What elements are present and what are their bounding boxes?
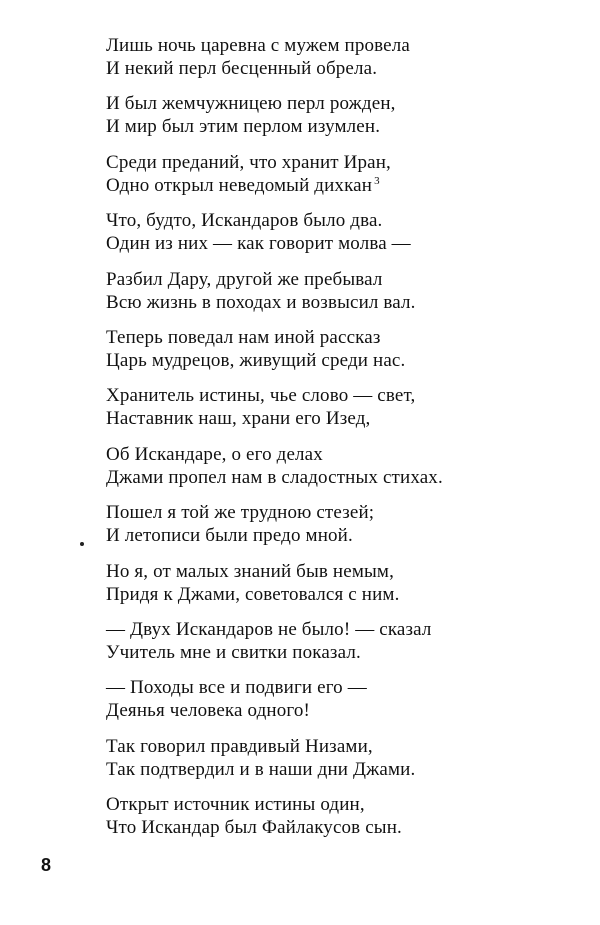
poem-line: Хранитель истины, чье слово — свет, <box>106 385 416 407</box>
poem-line: Открыт источник истины один, <box>106 794 365 816</box>
poem-line: И некий перл бесценный обрела. <box>106 58 378 79</box>
poem-line: — Двух Искандаров не было! — сказал <box>106 618 432 640</box>
poem-line: Лишь ночь царевна с мужем провела <box>106 35 410 56</box>
stanza-7 <box>106 384 576 430</box>
poem-line: И был жемчужницею перл рожден, <box>106 93 396 115</box>
poem-line: Разбил Дару, другой же пребывал <box>106 268 383 290</box>
poem-line: Придя к Джами, советовался с ним. <box>106 583 400 605</box>
stanza-11 <box>106 618 576 664</box>
poem-line: — Походы все и подвиги его — <box>106 677 367 699</box>
poem-line: Царь мудрецов, живущий среди нас. <box>106 349 406 371</box>
stanza-13 <box>106 735 576 781</box>
footnote-marker[interactable]: 3 <box>374 174 380 187</box>
poem-line: Всю жизнь в походах и возвысил вал. <box>106 291 416 313</box>
poem-line: Об Искандаре, о его делах <box>106 443 323 465</box>
poem-line: Что Искандар был Файлакусов сын. <box>106 817 402 839</box>
poem-line-text: Одно открыл неведомый дихкан <box>106 174 373 196</box>
poem-line: И летописи были предо мной. <box>106 525 353 547</box>
poem-line: Что, будто, Искандаров было два. <box>106 210 383 232</box>
poem-line: Учитель мне и свитки показал. <box>106 641 361 663</box>
poem-line-with-footnote <box>106 174 576 197</box>
stanza-8 <box>106 443 576 489</box>
margin-dot-mark <box>80 542 84 546</box>
poem-line: И мир был этим перлом изумлен. <box>106 116 381 138</box>
stanza-12 <box>106 676 576 722</box>
page-number: 8 <box>41 855 52 875</box>
poem-text <box>106 34 576 851</box>
poem-line: Деянья человека одного! <box>106 700 310 722</box>
stanza-9 <box>106 501 576 547</box>
poem-line: Теперь поведал нам иной рассказ <box>106 326 381 348</box>
stanza-14 <box>106 793 576 839</box>
stanza-6 <box>106 326 576 372</box>
poem-line: Один из них — как говорит молва — <box>106 233 411 255</box>
stanza-3 <box>106 151 576 197</box>
poem-line: Пошел я той же трудною стезей; <box>106 502 375 524</box>
poem-line: Так говорил правдивый Низами, <box>106 735 373 757</box>
poem-line: Наставник наш, храни его Изед, <box>106 408 371 430</box>
stanza-1 <box>106 34 576 80</box>
poem-line: Так подтвердил и в наши дни Джами. <box>106 758 416 780</box>
poem-line: Джами пропел нам в сладостных стихах. <box>106 466 443 488</box>
stanza-10 <box>106 560 576 606</box>
stanza-5 <box>106 268 576 314</box>
poem-line: Среди преданий, что хранит Иран, <box>106 151 391 173</box>
poem-line: Но я, от малых знаний быв немым, <box>106 560 394 582</box>
stanza-2 <box>106 92 576 138</box>
stanza-4 <box>106 209 576 255</box>
